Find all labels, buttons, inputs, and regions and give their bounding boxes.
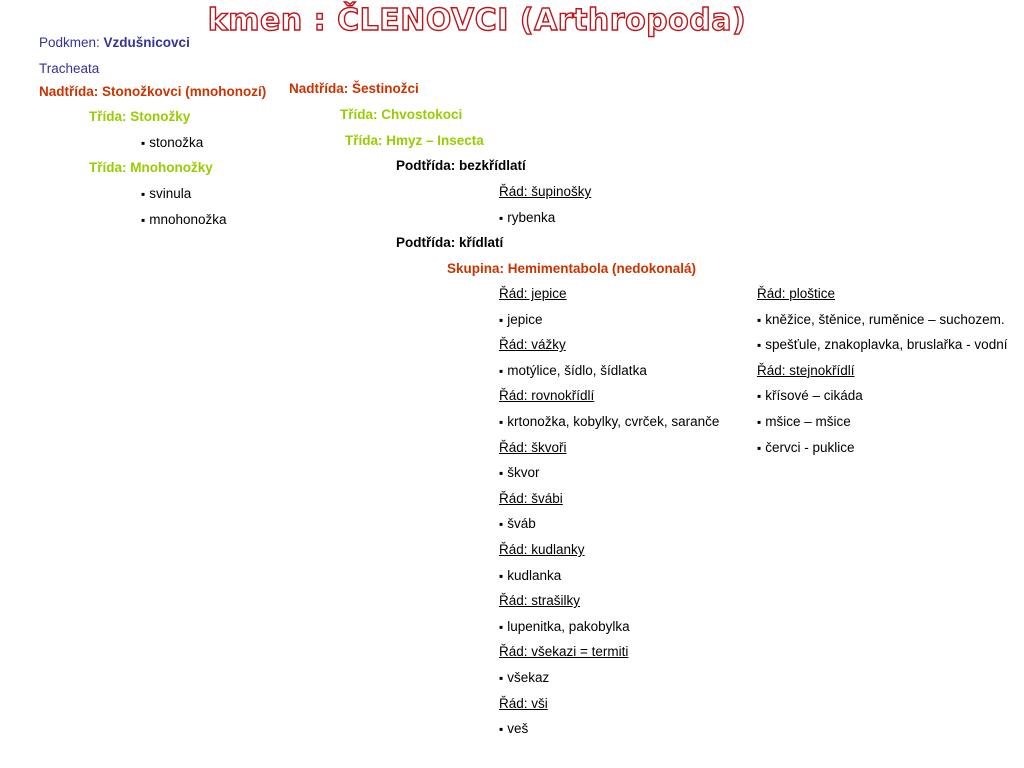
list-item: ▪ spešťule, znakoplavka, bruslařka - vodní	[757, 337, 1007, 353]
class-chilopoda: Třída: Stonožky	[89, 109, 191, 124]
list-item: ▪ kudlanka	[499, 568, 561, 584]
order-heading: Řád: vši	[499, 695, 548, 711]
list-item: ▪ červci - puklice	[757, 440, 855, 456]
list-item: ▪ motýlice, šídlo, šídlatka	[499, 363, 647, 379]
order-heading: Řád: ploštice	[757, 286, 836, 301]
order-heading: Řád: jepice	[499, 286, 567, 301]
list-item: ▪ kněžice, štěnice, ruměnice – suchozem.	[757, 312, 1005, 328]
list-item: ▪ křísové – cikáda	[757, 388, 863, 404]
slide-title: kmen : ČLENOVCI (Arthropoda)	[207, 3, 747, 38]
class-insecta: Třída: Hmyz – Insecta	[345, 133, 484, 148]
subphylum-prefix: Podkmen:	[39, 35, 104, 50]
list-item: ▪ stonožka	[141, 135, 203, 151]
subphylum-name: Vzdušnicovci	[103, 35, 190, 50]
list-item: ▪ mnohonožka	[141, 212, 227, 228]
order-heading: Řád: stejnokřídlí	[757, 362, 855, 378]
tracheata-label: Tracheata	[39, 61, 100, 76]
superclass-hexapoda: Nadtřída: Šestinožci	[289, 81, 419, 96]
order-heading: Řád: všekazi = termiti	[499, 644, 629, 660]
subphylum-line	[39, 35, 190, 51]
order-heading: Řád: strašilky	[499, 593, 581, 609]
order-heading: Řád: rovnokřídlí	[499, 388, 595, 404]
subclass-pterygota: Podtřída: křídlatí	[396, 235, 504, 250]
list-item: ▪ lupenitka, pakobylka	[499, 619, 630, 635]
list-item: ▪ škvor	[499, 465, 540, 481]
subclass-apterygota: Podtřída: bezkřídlatí	[396, 158, 526, 173]
class-collembola: Třída: Chvostokoci	[340, 107, 463, 122]
list-item: ▪ mšice – mšice	[757, 414, 851, 430]
order-heading: Řád: škvoři	[499, 439, 567, 455]
list-item: ▪ svinula	[141, 186, 191, 202]
group-hemimetabola: Skupina: Hemimentabola (nedokonalá)	[447, 261, 697, 276]
class-diplopoda: Třída: Mnohonožky	[89, 160, 213, 175]
order-heading: Řád: šupinošky	[499, 184, 592, 199]
order-heading: Řád: kudlanky	[499, 542, 585, 557]
list-item: ▪ rybenka	[499, 210, 555, 226]
list-item: ▪ všekaz	[499, 670, 549, 686]
superclass-myriapoda: Nadtřída: Stonožkovci (mnohonozí)	[39, 84, 267, 99]
list-item: ▪ šváb	[499, 516, 536, 532]
order-heading: Řád: švábi	[499, 490, 563, 506]
list-item: ▪ veš	[499, 721, 528, 737]
list-item: ▪ jepice	[499, 312, 543, 328]
list-item: ▪ krtonožka, kobylky, cvrček, saranče	[499, 414, 719, 430]
order-heading: Řád: vážky	[499, 337, 566, 353]
